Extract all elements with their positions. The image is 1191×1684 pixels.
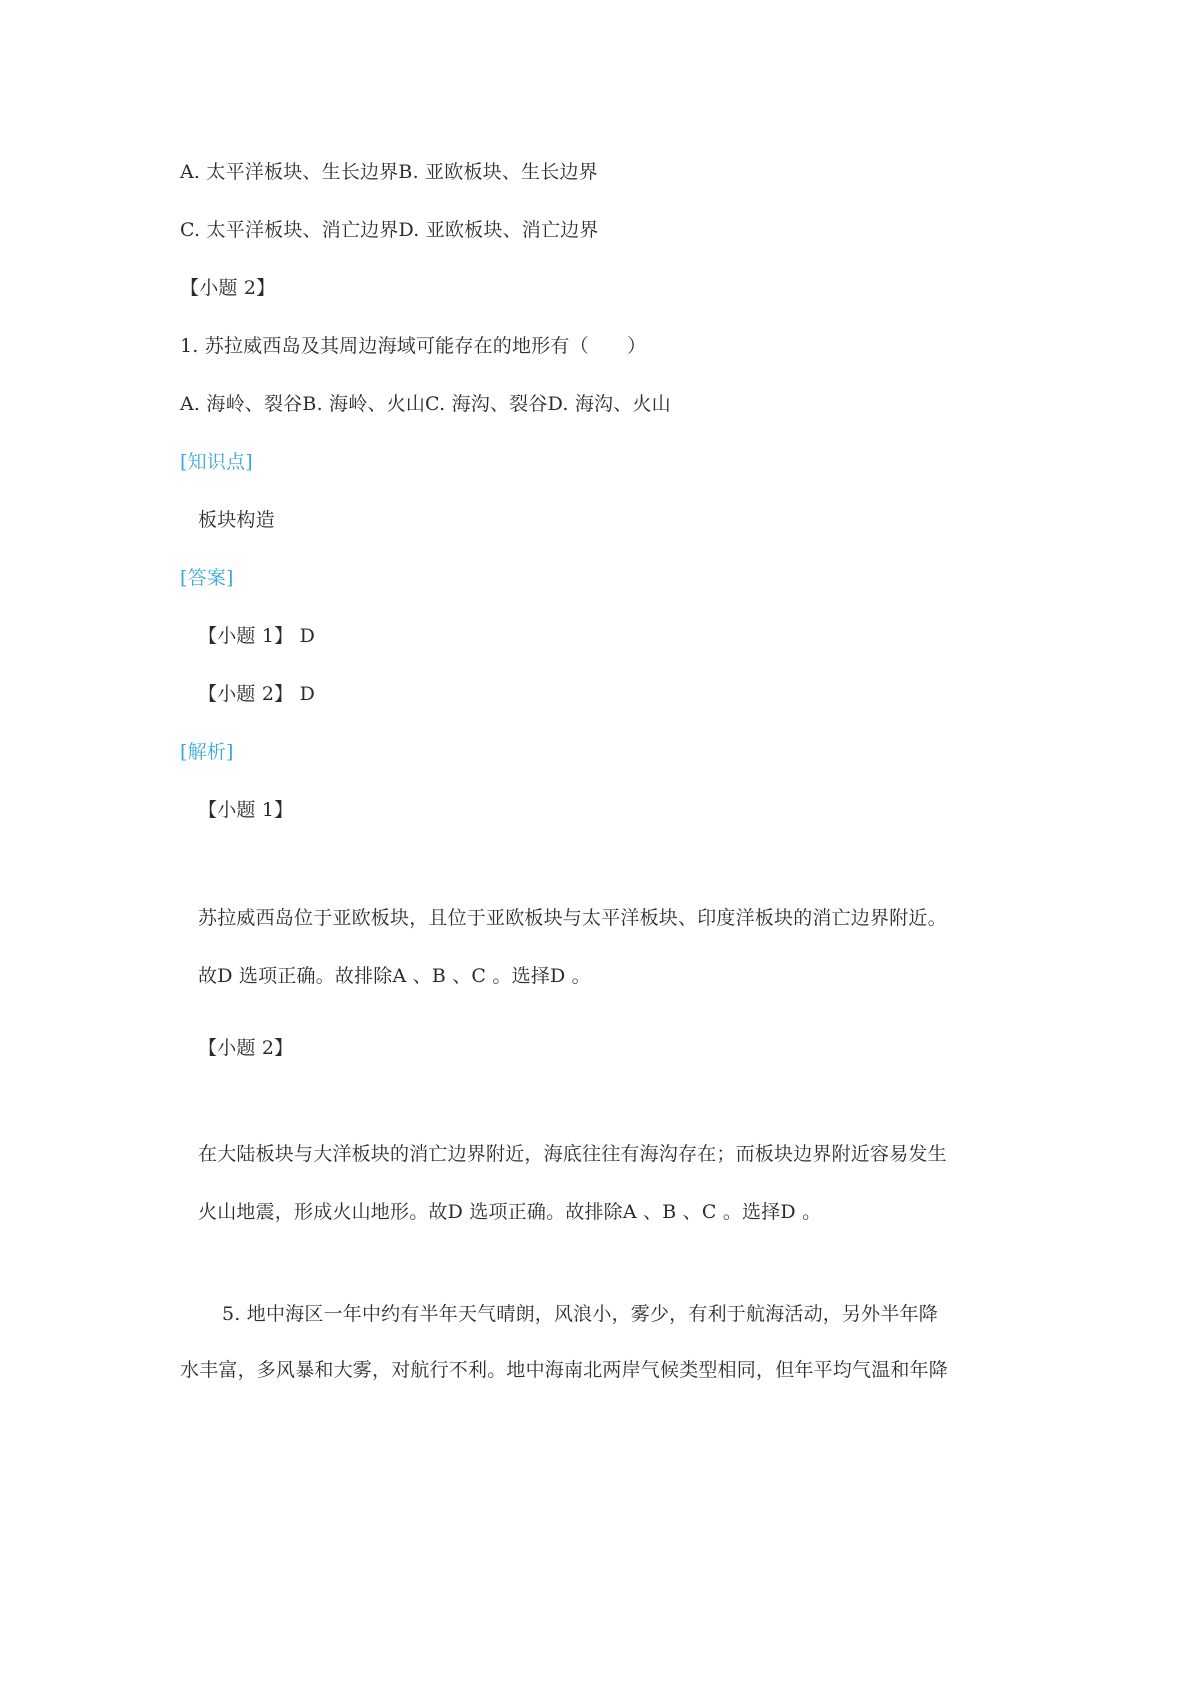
- analysis-subquestion-1-label: 【小题 1】: [198, 799, 294, 821]
- answer-item-2: 【小题 2】 D: [198, 683, 316, 705]
- subquestion-2-prompt: 1. 苏拉威西岛及其周边海域可能存在的地形有（ ）: [180, 335, 647, 357]
- subquestion-2-options: A. 海岭、裂谷B. 海岭、火山C. 海沟、裂谷D. 海沟、火山: [180, 393, 671, 415]
- analysis-subquestion-1-text-line-2: 故D 选项正确。故排除A 、B 、C 。选择D 。: [198, 965, 591, 987]
- analysis-heading: [解析]: [180, 741, 234, 763]
- analysis-subquestion-1-text-line-1: 苏拉威西岛位于亚欧板块，且位于亚欧板块与太平洋板块、印度洋板块的消亡边界附近。: [198, 907, 947, 929]
- option-line-cd: C. 太平洋板块、消亡边界D. 亚欧板块、消亡边界: [180, 219, 599, 241]
- question-5-text-line-2: 水丰富，多风暴和大雾，对航行不利。地中海南北两岸气候类型相同，但年平均气温和年降: [180, 1359, 949, 1381]
- knowledge-point-heading: [知识点]: [180, 451, 253, 473]
- question-5-text-line-1: 5. 地中海区一年中约有半年天气晴朗，风浪小，雾少，有利于航海活动，另外半年降: [222, 1303, 938, 1325]
- answer-heading: [答案]: [180, 567, 234, 589]
- analysis-subquestion-2-label: 【小题 2】: [198, 1037, 294, 1059]
- analysis-subquestion-2-text-line-2: 火山地震，形成火山地形。故D 选项正确。故排除A 、B 、C 。选择D 。: [198, 1201, 822, 1223]
- answer-item-1: 【小题 1】 D: [198, 625, 316, 647]
- option-line-ab: A. 太平洋板块、生长边界B. 亚欧板块、生长边界: [180, 161, 598, 183]
- subquestion-2-label: 【小题 2】: [180, 277, 276, 299]
- knowledge-point-text: 板块构造: [198, 509, 275, 531]
- analysis-subquestion-2-text-line-1: 在大陆板块与大洋板块的消亡边界附近，海底往往有海沟存在；而板块边界附近容易发生: [198, 1143, 947, 1165]
